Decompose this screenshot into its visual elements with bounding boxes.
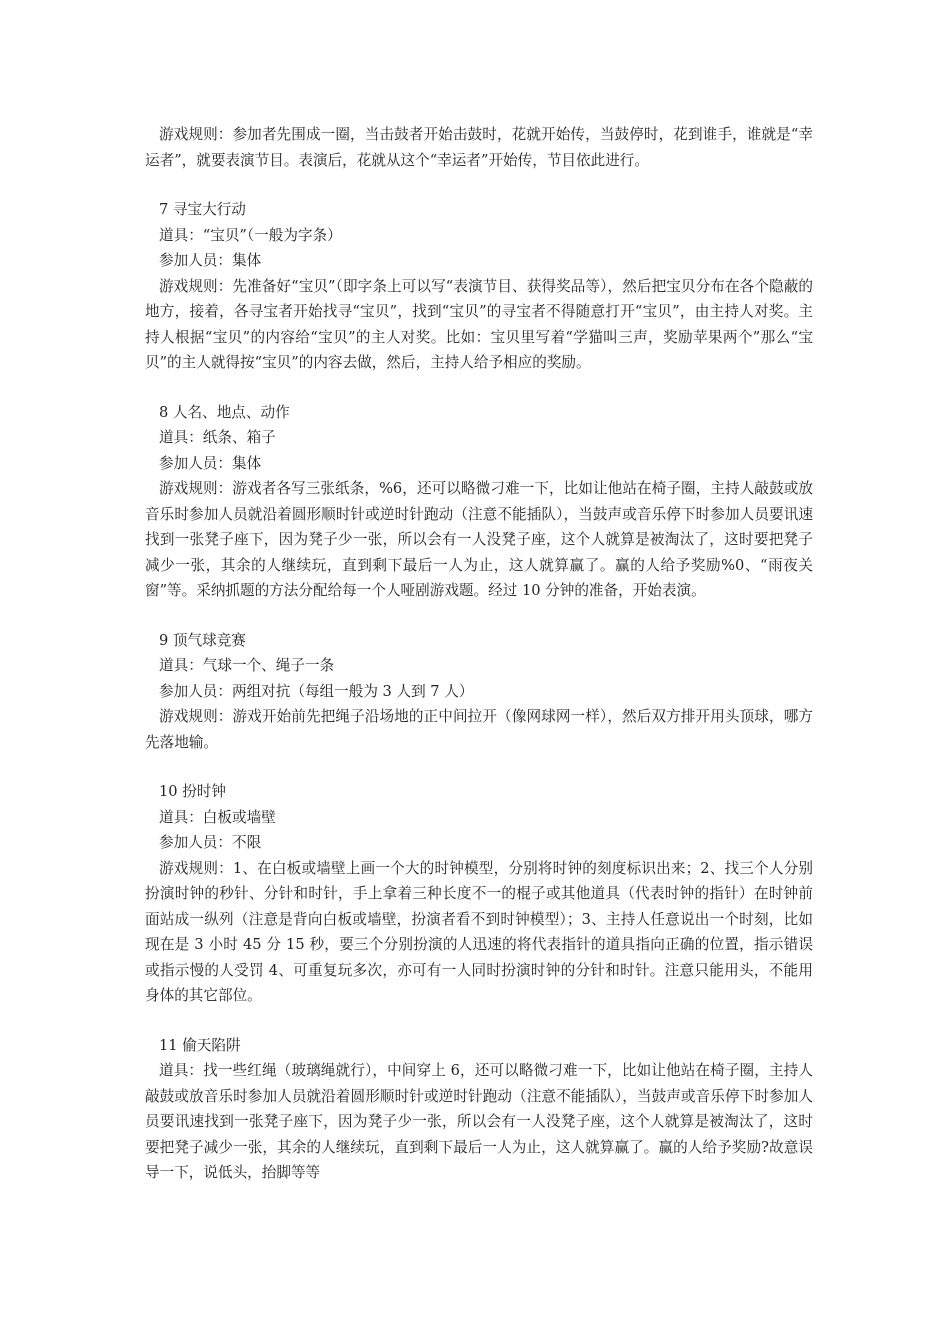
section-7 <box>145 197 813 376</box>
section-rules: 游戏规则：游戏开始前先把绳子沿场地的正中间拉开（像网球网一样），然后双方排开用头顶球，哪方先落地输。 <box>145 708 813 751</box>
section-title: 9 顶气球竞赛 <box>159 631 246 649</box>
section-title: 11 偷天陷阱 <box>159 1036 241 1054</box>
section-participants: 参加人员：集体 <box>159 454 262 472</box>
section-participants: 参加人员：集体 <box>159 252 262 269</box>
section-rules: 游戏规则：先准备好“宝贝”（即字条上可以写“表演节目、获得奖品等），然后把宝贝分布在各个隐蔽的地方，接着，各寻宝者开始找寻“宝贝”，找到“宝贝”的寻宝者不得随意打开“宝贝”，由主持人对奖。主持人根据“宝贝”的内容给“宝贝”的主人对奖。比如：宝贝里写着“学猫叫三声，奖励苹果两个”那么“宝贝”的主人就得按“宝贝”的内容去做，然后，主持人给予相应的奖励。 <box>145 277 813 371</box>
section-gap <box>145 1009 813 1033</box>
section-title: 7 寻宝大行动 <box>159 201 246 218</box>
section-rules: 游戏规则：游戏者各写三张纸条，%6，还可以略微刁难一下，比如让他站在椅子圈，主持人敲鼓或放音乐时参加人员就沿着圆形顺时针或逆时针跑动（注意不能插队），当鼓声或音乐停下时参加人员要讯速找到一张凳子座下，因为凳子少一张，所以会有一人没凳子座，这个人就算是被淘汰了，这时要把凳子减少一张，其余的人继续玩，直到剩下最后一人为止，这人就算赢了。赢的人给予奖励%0、“雨夜关窗”等。采纳抓题的方法分配给每一个人哑剧游戏题。经过 10 分钟的准备，开始表演。 <box>145 480 813 599</box>
section-title: 8 人名、地点、动作 <box>159 403 290 421</box>
section-gap <box>145 604 813 628</box>
section-participants: 参加人员：两组对抗（每组一般为 3 人到 7 人） <box>159 682 474 700</box>
section-8 <box>145 400 813 604</box>
document-page <box>145 122 813 1186</box>
section-10 <box>145 779 813 1009</box>
section-rules: 游戏规则：1、在白板或墙壁上画一个大的时钟模型，分别将时钟的刻度标识出来；2、找三个人分别扮演时钟的秒针、分针和时针，手上拿着三种长度不一的棍子或其他道具（代表时钟的指针）在时钟前面站成一纵列（注意是背向白板或墙壁，扮演者看不到时钟模型）；3、主持人任意说出一个时刻，比如现在是 3 小时 45 分 15 秒，要三个分别扮演的人迅速的将代表指针的道具指向正确的位置，指示错误或指示慢的人受罚 4、可重复玩多次，亦可有一人同时扮演时钟的分针和时针。注意只能用头，不能用身体的其它部位。 <box>145 859 813 1004</box>
section-props: 道具：纸条、箱子 <box>159 429 276 446</box>
section-participants: 参加人员：不限 <box>159 834 262 851</box>
intro-rules: 游戏规则：参加者先围成一圈，当击鼓者开始击鼓时，花就开始传，当鼓停时，花到谁手，谁就是“幸运者”，就要表演节目。表演后，花就从这个“幸运者”开始传，节目依此进行。 <box>145 126 813 169</box>
section-props: 道具：“宝贝”（一般为字条） <box>159 226 342 244</box>
section-gap <box>145 755 813 779</box>
section-props: 道具：气球一个、绳子一条 <box>159 657 335 674</box>
section-9 <box>145 628 813 756</box>
section-props: 道具：白板或墙壁 <box>159 808 276 826</box>
section-title: 10 扮时钟 <box>159 783 226 800</box>
section-gap <box>145 173 813 197</box>
section-gap <box>145 376 813 400</box>
section-props: 道具：找一些红绳（玻璃绳就行），中间穿上 6，还可以略微刁难一下，比如让他站在椅子圈，主持人敲鼓或放音乐时参加人员就沿着圆形顺时针或逆时针跑动（注意不能插队），当鼓声或音乐停下时参加人员要讯速找到一张凳子座下，因为凳子少一张，所以会有一人没凳子座，这个人就算是被淘汰了，这时要把凳子减少一张，其余的人继续玩，直到剩下最后一人为止，这人就算赢了。赢的人给予奖励?故意误导一下，说低头，抬脚等等 <box>145 1062 813 1181</box>
section-11 <box>145 1033 813 1186</box>
